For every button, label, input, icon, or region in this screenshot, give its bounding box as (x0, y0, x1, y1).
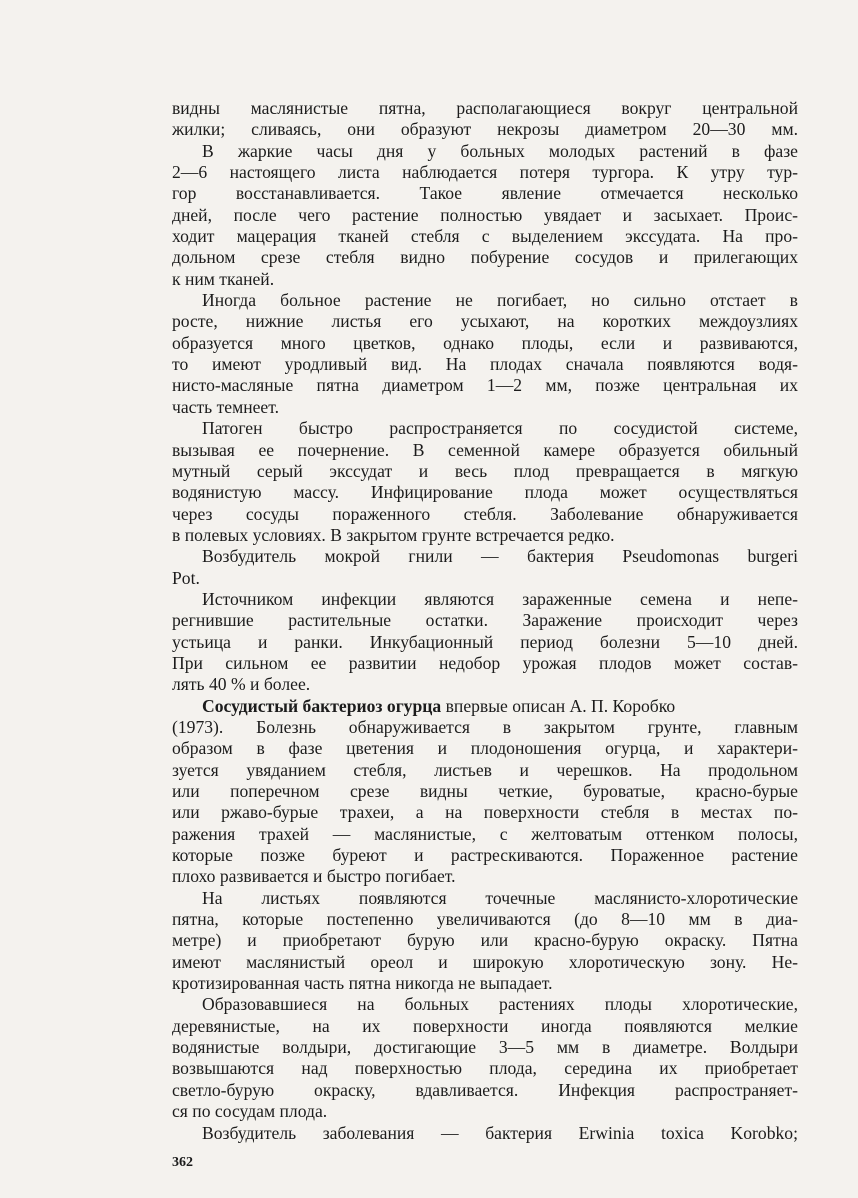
text-line: Pot. (172, 567, 200, 588)
text-line: устьица и ранки. Инкубационный период болезни 5—10 дней. (172, 631, 798, 652)
section-heading: Сосудистый бактериоз огурца (202, 695, 442, 716)
text-line: регнившие растительные остатки. Заражение происходит через (172, 610, 798, 631)
text-line: в полевых условиях. В закрытом грунте встречается редко. (172, 524, 615, 545)
text-line: росте, нижние листья его усыхают, на коротких междоузлиях (172, 311, 798, 332)
text-line: имеют маслянистый ореол и широкую хлоротическую зону. Не- (172, 951, 798, 972)
text-line: Иногда больное растение не погибает, но сильно отстает в (202, 290, 798, 311)
text-line: пятна, которые постепенно увеличиваются (до 8—10 мм в диа- (172, 909, 798, 930)
text-line: нисто-масляные пятна диаметром 1—2 мм, позже центральная их (172, 375, 798, 396)
text-line: возвышаются над поверхностью плода, середина их приобретает (172, 1058, 798, 1079)
text-line: вызывая ее почернение. В семенной камере образуется обильный (172, 439, 798, 460)
text-line: через сосуды пораженного стебля. Заболевание обнаруживается (172, 503, 798, 524)
text-line: то имеют уродливый вид. На плодах сначала появляются водя- (172, 354, 798, 375)
text-line: плохо развивается и быстро погибает. (172, 866, 456, 887)
heading-line (172, 696, 798, 717)
text-line: ся по сосудам плода. (172, 1101, 328, 1122)
text-line: На листьях появляются точечные маслянисто-хлоротические (202, 887, 798, 908)
text-line: лять 40 % и более. (172, 674, 311, 695)
text-line: зуется увяданием стебля, листьев и черешков. На продольном (172, 759, 798, 780)
text-line: часть темнеет. (172, 396, 280, 417)
text-line: водянистые волдыри, достигающие 3—5 мм в диаметре. Волдыри (172, 1037, 798, 1058)
text-line: Источником инфекции являются зараженные семена и непе- (202, 588, 798, 609)
text-line: дней, после чего растение полностью увядает и засыхает. Проис- (172, 204, 798, 225)
text-line: к ним тканей. (172, 268, 275, 289)
text-line: светло-бурую окраску, вдавливается. Инфекция распространяет- (172, 1079, 798, 1100)
text-line: 2—6 настоящего листа наблюдается потеря тургора. К утру тур- (172, 162, 798, 183)
text-line: образуется много цветков, однако плоды, если и развиваются, (172, 332, 798, 353)
text-line: ражения трахей — маслянистые, с желтоватым оттенком полосы, (172, 823, 798, 844)
text-line: Возбудитель мокрой гнили — бактерия Pseudomonas burgeri (202, 546, 798, 567)
text-line: видны маслянистые пятна, располагающиеся вокруг центральной (172, 98, 798, 118)
text-line: которые позже буреют и растрескиваются. Пораженное растение (172, 845, 798, 866)
text-line: или ржаво-бурые трахеи, а на поверхности стебля в местах по- (172, 802, 798, 823)
page-number: 362 (172, 1155, 193, 1170)
text-line: При сильном ее развитии недобор урожая плодов может состав- (172, 652, 798, 673)
text-line: Возбудитель заболевания — бактерия Erwinia toxica Korobko; (202, 1122, 798, 1143)
text-line: Образовавшиеся на больных растениях плоды хлоротические, (202, 994, 798, 1015)
text-line: образом в фазе цветения и плодоношения огурца, и характери- (172, 738, 798, 759)
text-line: деревянистые, на их поверхности иногда появляются мелкие (172, 1015, 798, 1036)
text-line: дольном срезе стебля видно побурение сосудов и прилегающих (172, 247, 798, 268)
text-line: или поперечном срезе видны четкие, буроватые, красно-бурые (172, 781, 798, 801)
text-line: гор восстанавливается. Такое явление отмечается несколько (172, 183, 798, 204)
document-body (172, 98, 798, 1144)
text-line: водянистую массу. Инфицирование плода может осуществляться (172, 482, 798, 503)
text-line: метре) и приобретают бурую или красно-бурую окраску. Пятна (172, 930, 798, 951)
text-line: Патоген быстро распространяется по сосудистой системе, (202, 418, 798, 439)
text-line: кротизированная часть пятна никогда не выпадает. (172, 973, 553, 994)
text-line: мутный серый экссудат и весь плод превращается в мягкую (172, 460, 798, 481)
text-line: (1973). Болезнь обнаруживается в закрытом грунте, главным (172, 716, 798, 737)
text-line: В жаркие часы дня у больных молодых растений в фазе (202, 140, 798, 161)
text-line: ходит мацерация тканей стебля с выделением экссудата. На про- (172, 226, 798, 247)
text-line: жилки; сливаясь, они образуют некрозы диаметром 20—30 мм. (172, 119, 798, 140)
text-line: впервые описан А. П. Коробко (441, 695, 676, 716)
